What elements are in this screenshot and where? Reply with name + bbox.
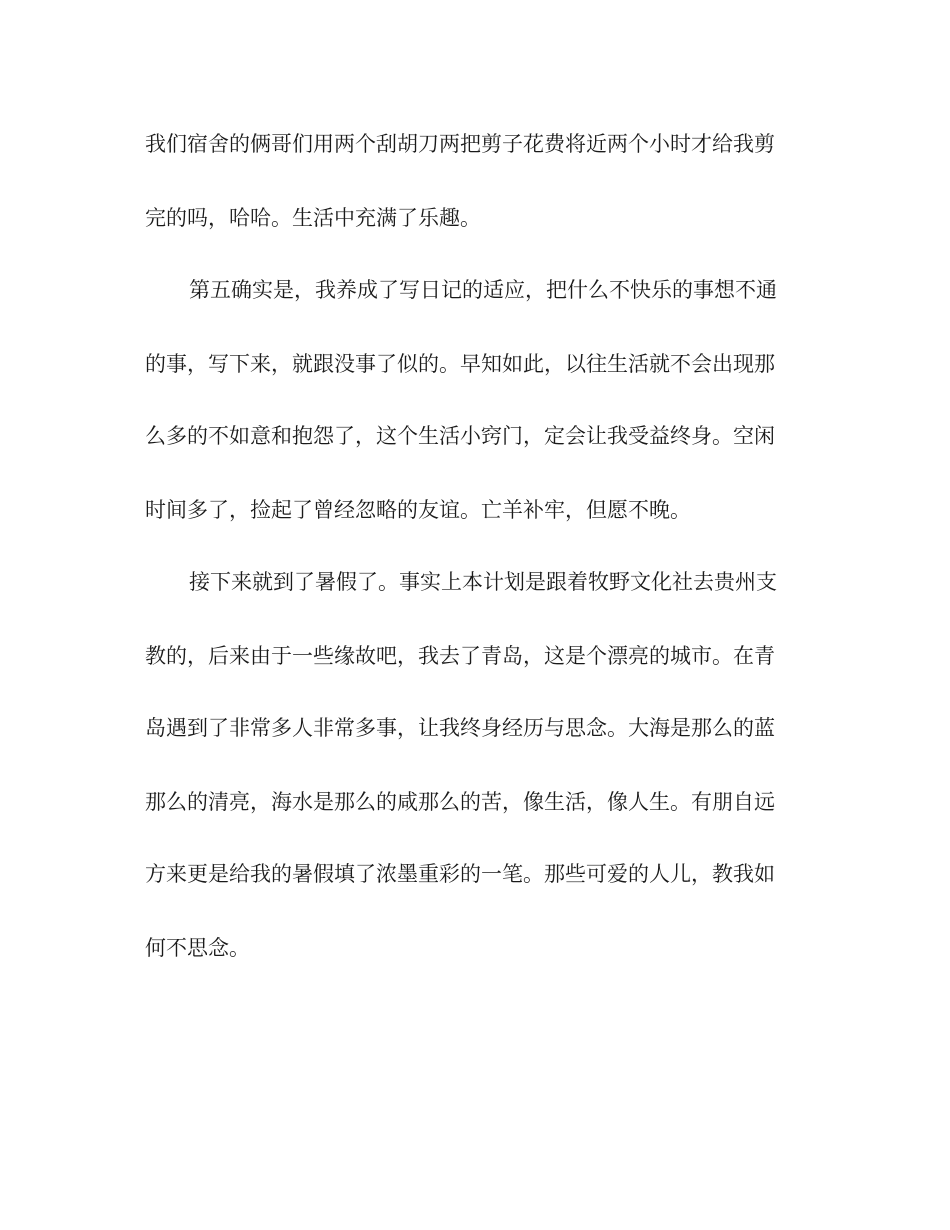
- text-line: 那么的清亮，海水是那么的咸那么的苦，像生活，像人生。有朋自远: [145, 790, 775, 814]
- paragraph-start-line: 接下来就到了暑假了。事实上本计划是跟着牧野文化社去贵州支: [189, 570, 777, 594]
- text-line: 岛遇到了非常多人非常多事，让我终身经历与思念。大海是那么的蓝: [145, 716, 775, 740]
- text-line: 何不思念。: [145, 936, 250, 960]
- text-line: 我们宿舍的俩哥们用两个刮胡刀两把剪子花费将近两个小时才给我剪: [145, 132, 775, 156]
- paragraph-start-line: 第五确实是，我养成了写日记的适应，把什么不快乐的事想不通: [189, 278, 777, 302]
- text-line: 教的，后来由于一些缘故吧，我去了青岛，这是个漂亮的城市。在青: [145, 644, 775, 668]
- text-line: 方来更是给我的暑假填了浓墨重彩的一笔。那些可爱的人儿，教我如: [145, 862, 775, 886]
- text-line: 的事，写下来，就跟没事了似的。早知如此，以往生活就不会出现那: [145, 352, 775, 376]
- text-line: 完的吗，哈哈。生活中充满了乐趣。: [145, 206, 481, 230]
- text-line: 么多的不如意和抱怨了，这个生活小窍门，定会让我受益终身。空闲: [145, 424, 775, 448]
- text-line: 时间多了，捡起了曾经忽略的友谊。亡羊补牢，但愿不晚。: [145, 498, 691, 522]
